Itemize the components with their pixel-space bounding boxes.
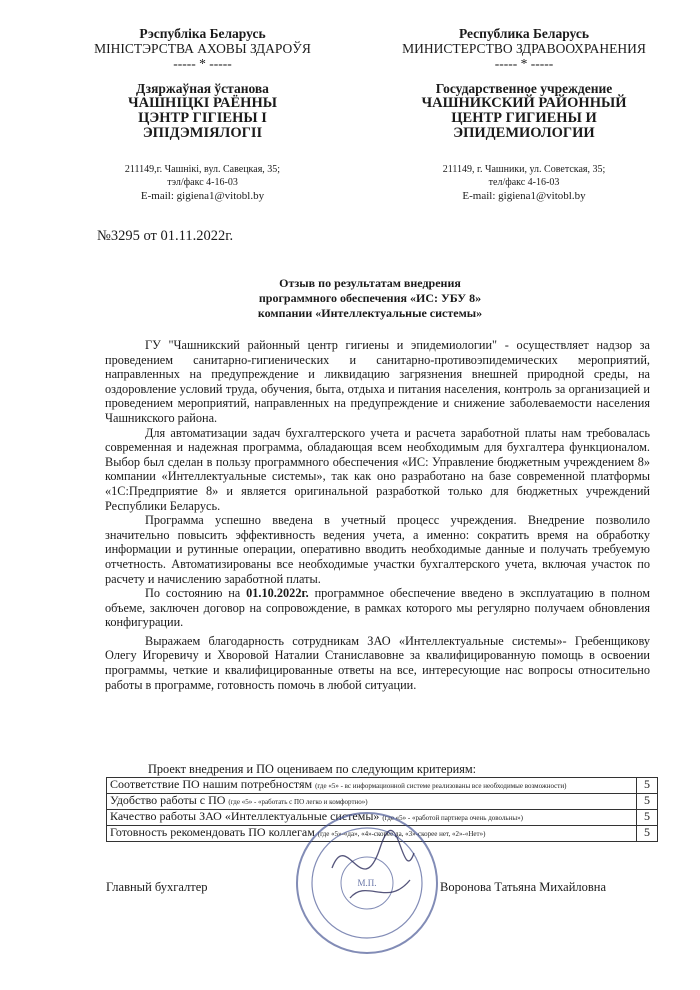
header-right-email: E-mail: gigiena1@vitobl.by (462, 190, 586, 202)
criteria-label: Качество работы ЗАО «Интеллектуальные системы» (110, 809, 380, 823)
seal-stamp (292, 808, 442, 958)
body-paragraph-2: Для автоматизации задач бухгалтерского учета и расчета заработной платы нам требовалась современная и надежная программа, обладающая всем необходимым для бухгалтера функционалом. Выбор был сделан в пользу программного обеспечения «ИС: Управление бюджетным учреждением 8» компании «Интеллектуальные системы», так как оно разработано на базе современной платформы «1С:Предприятие 8» и является оригинальной разработкой только для бюджетных учреждений Республики Беларусь. (105, 425, 650, 513)
header-right-country: Республика Беларусь (458, 26, 590, 41)
title-line3: компании «Интеллектуальные системы» (257, 306, 483, 320)
header-right-org-line1: ЧАШНИКСКИЙ РАЙОННЫЙ (421, 95, 627, 111)
header-right-inst-type: Государственное учреждение (435, 81, 613, 96)
header-left-email: E-mail: gigiena1@vitobl.by (140, 190, 265, 202)
header-right-org-line2: ЦЕНТР ГИГИЕНЫ И (451, 110, 597, 126)
criteria-note: (где «5» - «работой партнера очень довольны») (382, 814, 523, 822)
document-title (180, 276, 560, 321)
header-left-org-line2: ЦЭНТР ГІГІЕНЫ І (138, 110, 267, 126)
criteria-score: 5 (637, 794, 658, 810)
table-row (107, 778, 658, 794)
p4-after: программное обеспечение введено в эксплуатацию в полном объеме, заключен договор на сопровождение, в рамках которого мы регулярно получаем обновления конфигурации. (105, 586, 651, 630)
p4-before: По состоянию на (145, 586, 247, 601)
body-paragraph-3: Программа успешно введена в учетный процесс учреждения. Внедрение позволило значительно повысить эффективность ведения учета, а именно: сократить время на обработку информации и рутинные операции, оперативно вводить необходимые данные и получать требуемую отчетность. Автоматизированы все необходимые участки бухгалтерского учета, включая участок по расчету и начислению заработной платы. (105, 513, 650, 586)
title-line2: программного обеспечения «ИС: УБУ 8» (258, 291, 482, 305)
header-right-ministry: МИНИСТЕРСТВО ЗДРАВООХРАНЕНИЯ (402, 41, 646, 56)
header-left-address-line2: тэл/факс 4-16-03 (167, 177, 238, 188)
body-paragraph-5: Выражаем благодарность сотрудникам ЗАО «Интеллектуальные системы»- Гребенщикову Олегу Игоревичу и Хворовой Наталии Станиславовне за квалифицированную помощь в освоении программы, четкие и квалифицированные ответы на все, интересующие нас вопросы относительно работы в программе, готовность помочь в любой ситуации. (105, 633, 650, 692)
header-left-country: Рэспубліка Беларусь (139, 26, 266, 41)
body-paragraph-4 (105, 586, 650, 630)
criteria-note: (где «5» - вс информационной системе реализованы все необходимые возможности) (315, 782, 567, 790)
document-body (105, 338, 650, 692)
signatory-title: Главный бухгалтер (106, 880, 208, 894)
seal-mark: М.П. (357, 878, 377, 888)
p4-date: 01.10.2022г. (246, 586, 309, 601)
title-line1: Отзыв по результатам внедрения (279, 276, 461, 290)
header-right (388, 26, 660, 203)
body-paragraph-1: ГУ "Чашникский районный центр гигиены и эпидемиологии" - осуществляет надзор за проведением санитарно-гигиенических и санитарно-противоэпидемических мероприятий, направленных на предупреждение и ликвидацию загрязнения внешней природной среды, на оздоровление условий труда, обучения, быта, отдыха и питания населения, контроль за организацией и проведением мероприятий, направленных на предупреждение и снижение заболеваемости населения Чашникского района. (105, 338, 650, 425)
header-left-separator: ----- * ----- (173, 56, 232, 71)
header-right-separator: ----- * ----- (494, 56, 554, 71)
header-left-org-line1: ЧАШНІЦКІ РАЁННЫ (128, 95, 277, 111)
header-right-org-line3: ЭПИДЕМИОЛОГИИ (453, 125, 595, 141)
header-left (80, 26, 325, 203)
header-left-org-line3: ЭПІДЭМІЯЛОГІІ (142, 125, 263, 141)
header-left-ministry: МІНІСТЭРСТВА АХОВЫ ЗДАРОЎЯ (94, 41, 311, 56)
header-left-inst-type: Дзяржаўная ўстанова (136, 81, 269, 96)
criteria-label: Готовность рекомендовать ПО коллегам (110, 825, 315, 839)
criteria-score: 5 (637, 810, 658, 826)
criteria-note: (где «5» - «работать с ПО легко и комфортно») (228, 798, 368, 806)
criteria-label: Удобство работы с ПО (110, 793, 226, 807)
header-right-address-line1: 211149, г. Чашники, ул. Советская, 35; (442, 164, 606, 175)
signatory-name: Воронова Татьяна Михайловна (440, 880, 607, 894)
header-left-address-line1: 211149,г. Чашнікі, вул. Савецкая, 35; (124, 164, 281, 175)
criteria-note: (где «5»-«да», «4»-скорее да, «3»-скорее нет, «2»-«Нет») (317, 830, 486, 838)
criteria-score: 5 (637, 826, 658, 842)
criteria-intro: Проект внедрения и ПО оцениваем по следующим критериям: (148, 762, 477, 776)
criteria-score: 5 (637, 778, 658, 794)
criteria-label-cell (107, 778, 637, 794)
header-right-address-line2: тел/факс 4-16-03 (488, 177, 560, 188)
criteria-label: Соответствие ПО нашим потребностям (110, 777, 313, 791)
document-reference: №3295 от 01.11.2022г. (97, 228, 234, 244)
